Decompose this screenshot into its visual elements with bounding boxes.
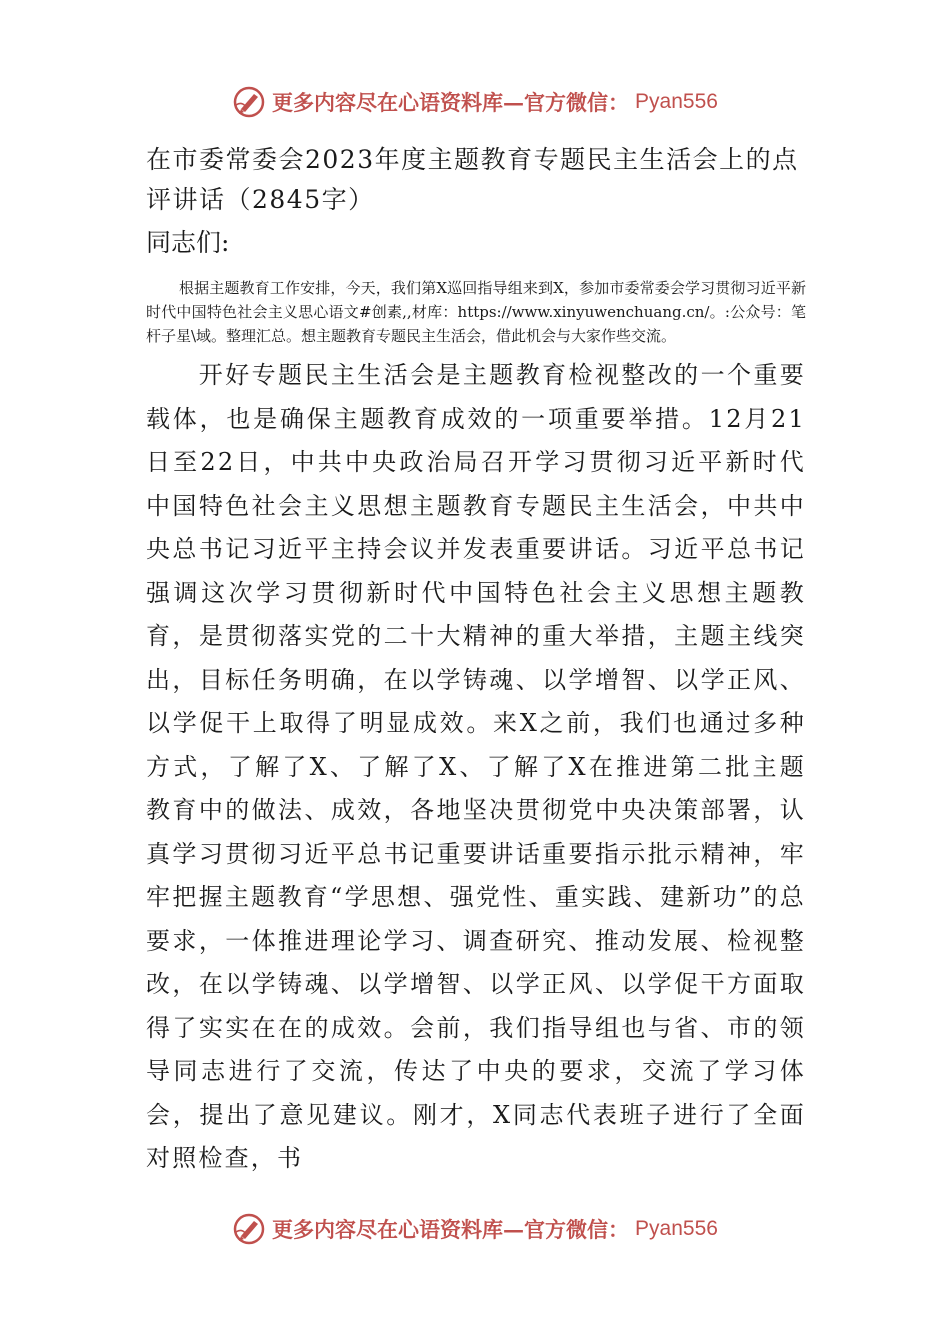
document-title: 在市委常委会2023年度主题教育专题民主生活会上的点评讲话（2845字）: [146, 145, 799, 214]
greeting: 同志们:: [146, 228, 230, 257]
header-banner-content: [232, 85, 718, 119]
banner-text: 更多内容尽在心语资料库—官方微信：: [272, 90, 630, 115]
banner-brand: Pyan556: [635, 90, 718, 113]
document-body: [146, 140, 806, 1181]
pen-logo-icon: [232, 85, 266, 119]
footer-banner-content: [232, 1212, 718, 1246]
footer-banner: [0, 1207, 950, 1251]
banner-text: 更多内容尽在心语资料库—官方微信：: [272, 1217, 630, 1242]
header-banner: [0, 80, 950, 124]
pen-logo-icon: [232, 1212, 266, 1246]
intro-paragraph: 根据主题教育工作安排，今天，我们第X巡回指导组来到X，参加市委常委会学习贯彻习近平新时代中国特色社会主义思心语文#创素,,材库：https://www.xinyuwenchuang.cn/。:公众号：笔杆子星\域。整理汇总。想主题教育专题民主生活会，借此机会与大家作些交流。: [146, 279, 806, 345]
main-paragraph: 开好专题民主生活会是主题教育检视整改的一个重要载体，也是确保主题教育成效的一项重要举措。12月21日至22日，中共中央政治局召开学习贯彻习近平新时代中国特色社会主义思想主题教育专题民主生活会，中共中央总书记习近平主持会议并发表重要讲话。习近平总书记强调这次学习贯彻新时代中国特色社会主义思想主题教育，是贯彻落实党的二十大精神的重大举措，主题主线突出，目标任务明确，在以学铸魂、以学增智、以学正风、以学促干上取得了明显成效。来X之前，我们也通过多种方式，了解了X、了解了X、了解了X在推进第二批主题教育中的做法、成效，各地坚决贯彻党中央决策部署，认真学习贯彻习近平总书记重要讲话重要指示批示精神，牢牢把握主题教育“学思想、强党性、重实践、建新功”的总要求，一体推进理论学习、调查研究、推动发展、检视整改，在以学铸魂、以学增智、以学正风、以学促干方面取得了实实在在的成效。会前，我们指导组也与省、市的领导同志进行了交流，传达了中央的要求，交流了学习体会，提出了意见建议。刚才，X同志代表班子进行了全面对照检查，书: [146, 361, 806, 1172]
banner-brand: Pyan556: [635, 1217, 718, 1240]
